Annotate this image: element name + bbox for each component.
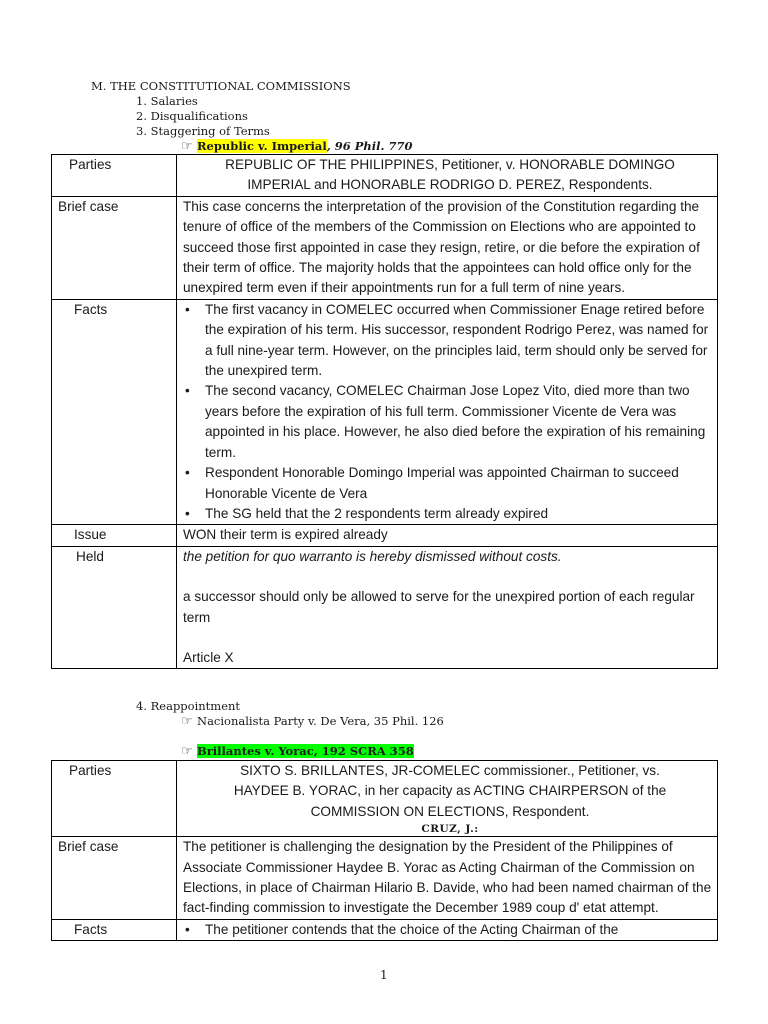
label-brief-case: Brief case <box>52 196 177 299</box>
label-facts: Facts <box>52 299 177 524</box>
case-citation-republic <box>181 139 413 154</box>
judge-name: CRUZ, J.: <box>421 823 479 836</box>
label-held: Held <box>52 546 177 669</box>
fact-item: • The second vacancy, COMELEC Chairman Jose Lopez Vito, died more than two years before the expiration of his full term. Commissioner Vicente de Vera was appointed in his place. However, he also died before the expiration of his remaining term. <box>205 381 717 463</box>
case-brief-table-republic <box>51 154 718 669</box>
pointing-hand-icon: ☞ <box>181 744 193 759</box>
case-reference: , 96 Phil. 770 <box>326 139 413 153</box>
page-number: 1 <box>380 968 388 982</box>
case-brief-table-brillantes <box>51 760 718 941</box>
parties-cell: REPUBLIC OF THE PHILIPPINES, Petitioner, v. HONORABLE DOMINGO IMPERIAL and HONORABLE RODRIGO D. PEREZ, Respondents. <box>177 155 718 197</box>
fact-item: • The petitioner contends that the choice of the Acting Chairman of the <box>205 920 717 940</box>
case-name-highlight: Brillantes v. Yorac, 192 SCRA 358 <box>197 744 414 758</box>
held-principle: a successor should only be allowed to serve for the unexpired portion of each regular term <box>183 589 695 625</box>
case-citation-nacionalista: ☞ Nacionalista Party v. De Vera, 35 Phil. 126 <box>181 714 444 729</box>
outline-item-reappointment: 4. Reappointment <box>136 699 241 713</box>
case-citation-brillantes <box>181 744 414 759</box>
label-issue: Issue <box>52 525 177 546</box>
case-name-highlight: Republic v. Imperial <box>197 139 327 153</box>
outline-item: 1. Salaries <box>136 94 198 108</box>
held-cell <box>177 546 718 669</box>
label-parties: Parties <box>52 155 177 197</box>
fact-item: • The SG held that the 2 respondents term already expired <box>205 504 717 524</box>
label-brief-case: Brief case <box>52 837 177 920</box>
brief-case-text: This case concerns the interpretation of the provision of the Constitution regarding the tenure of office of the members of the Commission on Elections who are appointed to succeed those first appointed in case they resign, retire, or die before the expiration of their term of office. The majority holds that the appointees can hold office only for the unexpired term even if their appointments run for a full term of nine years. <box>177 196 718 299</box>
pointing-hand-icon: ☞ <box>181 714 193 729</box>
parties-cell: SIXTO S. BRILLANTES, JR-COMELEC commissioner., Petitioner, vs. HAYDEE B. YORAC, in her capacity as ACTING CHAIRPERSON of the COMMISSION ON ELECTIONS, Respondent. CRUZ, J.: <box>177 761 718 837</box>
issue-text: WON their term is expired already <box>177 525 718 546</box>
facts-cell <box>177 299 718 524</box>
label-parties: Parties <box>52 761 177 837</box>
outline-item: 3. Staggering of Terms <box>136 124 270 138</box>
held-article: Article X <box>183 649 234 665</box>
fact-item: • Respondent Honorable Domingo Imperial was appointed Chairman to succeed Honorable Vicente de Vera <box>205 463 717 504</box>
section-heading: M. THE CONSTITUTIONAL COMMISSIONS <box>91 79 351 93</box>
outline-item: 2. Disqualifications <box>136 109 248 123</box>
label-facts: Facts <box>52 919 177 940</box>
facts-cell <box>177 919 718 940</box>
pointing-hand-icon: ☞ <box>181 139 193 154</box>
fact-item: • The first vacancy in COMELEC occurred when Commissioner Enage retired before the expiration of his term. His successor, respondent Rodrigo Perez, was named for a full nine-year term. However, on the principles laid, term should only be served for the unexpired term. <box>205 300 717 382</box>
held-ruling: the petition for quo warranto is hereby dismissed without costs. <box>183 548 562 564</box>
brief-case-text: The petitioner is challenging the designation by the President of the Philippines of Associate Commissioner Haydee B. Yorac as Acting Chairman of the Commission on Elections, in place of Chairman Hilario B. Davide, who had been named chairman of the fact-finding commission to investigate the December 1989 coup d' etat attempt. <box>177 837 718 920</box>
